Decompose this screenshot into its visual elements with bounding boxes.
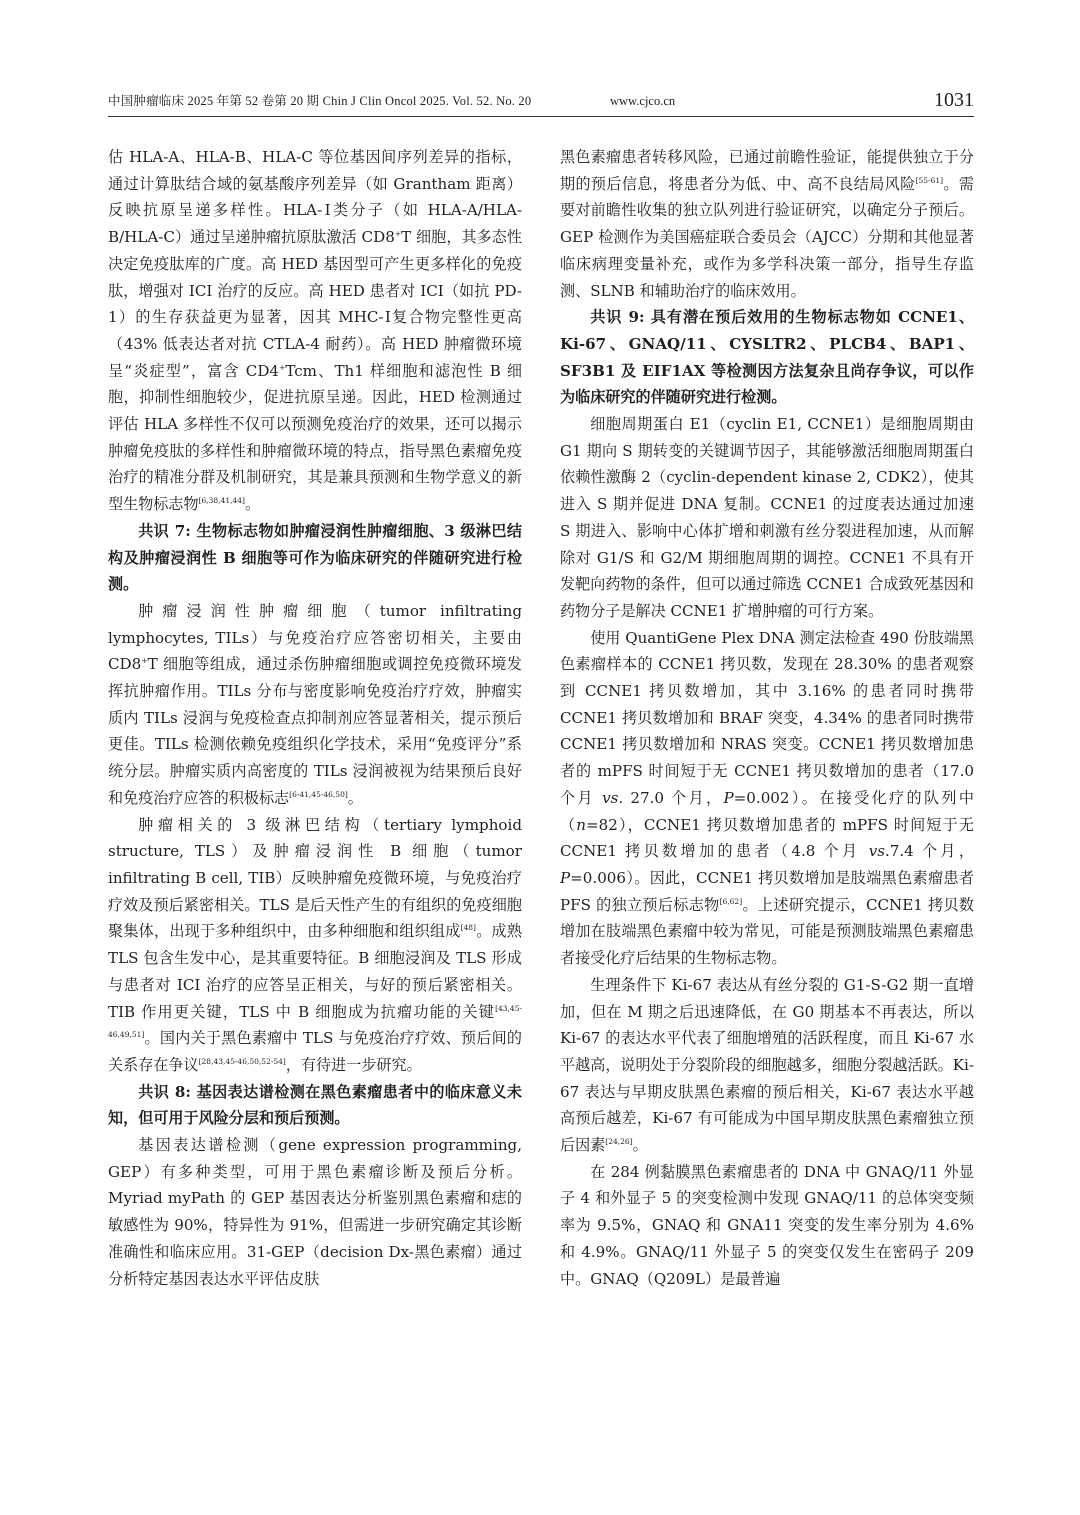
citation-ref[interactable]: [24,26] — [605, 1137, 633, 1147]
paragraph-tils: 肿瘤浸润性肿瘤细胞（tumor infiltrating lymphocytes, TILs）与免疫治疗应答密切相关，主要由 CD8+T 细胞等组成，通过杀伤肿瘤细胞或调控免疫微环境发挥抗肿瘤作用。TILs 分布与密度影响免疫治疗疗效，肿瘤实质内 TILs 浸润与免疫检查点抑制剂应答显著相关，提示预后更佳。TILs 检测依赖免疫组织化学技术，采用“免疫评分”系统分层。肿瘤实质内高密度的 TILs 浸润被视为结果预后良好和免疫治疗应答的积极标志[6-41,45-46,50]。 — [108, 601, 522, 807]
journal-citation: 中国肿瘤临床 2025 年第 52 卷第 20 期 Chin J Clin Oncol 2025. Vol. 52. No. 20 — [108, 94, 532, 108]
paragraph-ki67: 生理条件下 Ki-67 表达从有丝分裂的 G1-S-G2 期一直增加，但在 M 期之后迅速降低，在 G0 期基本不再表达，所以 Ki-67 的表达水平代表了细胞增殖的活跃程度，而且 Ki-67 水平越高，说明处于分裂阶段的细胞越多，细胞分裂越活跃。Ki-67 表达与早期皮肤黑色素瘤的预后相关，Ki-67 表达水平越高预后越差，Ki-67 有可能成为中国早期皮肤黑色素瘤独立预后因素[24,26]。 — [560, 975, 974, 1155]
paragraph-tls: 肿瘤相关的 3 级淋巴结构（tertiary lymphoid structure, TLS）及肿瘤浸润性 B 细胞（tumor infiltrating B cell, TIB）反映肿瘤免疫微环境，与免疫治疗疗效及预后紧密相关。TLS 是后天性产生的有组织的免疫细胞聚集体，出现于多种组织中，由多种细胞和组织组成[48]。成熟 TLS 包含生发中心，是其重要特征。B 细胞浸润及 TLS 形成与患者对 ICI 治疗的应答呈正相关，与好的预后紧密相关。TIB 作用更关键，TLS 中 B 细胞成为抗瘤功能的关键[43,45-46,49,51]。国内关于黑色素瘤中 TLS 与免疫治疗疗效、预后间的关系存在争议[28,43,45-46,50,52-54]，有待进一步研究。 — [108, 815, 522, 1074]
paragraph-gep: 基因表达谱检测（gene expression programming, GEP）有多种类型，可用于黑色素瘤诊断及预后分析。Myriad myPath 的 GEP 基因表达分析鉴别黑色素瘤和痣的敏感性为 90%，特异性为 91%，但需进一步研究确定其诊断准确性和临床应用。31-GEP（decision Dx-黑色素瘤）通过分析特定基因表达水平评估皮肤 — [108, 1136, 522, 1288]
page-number: 1031 — [934, 89, 974, 111]
paragraph-hed: 估 HLA-A、HLA-B、HLA-C 等位基因间序列差异的指标，通过计算肽结合域的氨基酸序列差异（如 Grantham 距离）反映抗原呈递多样性。HLA-Ⅰ类分子（如 HLA-A/HLA-B/HLA-C）通过呈递肿瘤抗原肽激活 CD8+T 细胞，其多态性决定免疫肽库的广度。高 HED 基因型可产生更多样化的免疫肽，增强对 ICI 治疗的反应。高 HED 患者对 ICI（如抗 PD-1）的生存获益更为显著，因其 MHC-Ⅰ复合物完整性更高（43% 低表达者对抗 CTLA-4 耐药）。高 HED 肿瘤微环境呈“炎症型”，富含 CD4+Tcm、Th1 样细胞和滤泡性 B 细胞，抑制性细胞较少，促进抗原呈递。因此，HED 检测通过评估 HLA 多样性不仅可以预测免疫治疗的效果，还可以揭示肿瘤免疫肽的多样性和肿瘤微环境的特点，指导黑色素瘤免疫治疗的精准分群及机制研究，其是兼具预测和生物学意义的新型生物标志物[6,38,41,44]。 — [108, 148, 522, 514]
paragraph-gnaq: 在 284 例黏膜黑色素瘤患者的 DNA 中 GNAQ/11 外显子 4 和外显子 5 的突变检测中发现 GNAQ/11 的总体突变频率为 9.5%，GNAQ 和 GNA11 突变的发生率分别为 4.6% 和 4.9%。GNAQ/11 外显子 5 的突变仅发生在密码子 209 中。GNAQ（Q209L）是最普遍 — [560, 1162, 974, 1288]
citation-ref[interactable]: [6-41,45-46,50] — [289, 789, 348, 799]
citation-ref[interactable]: [43,45-46,49,51] — [108, 1003, 522, 1040]
paragraph-ccne1: 细胞周期蛋白 E1（cyclin E1, CCNE1）是细胞周期由 G1 期向 S 期转变的关键调节因子，其能够激活细胞周期蛋白依赖性激酶 2（cyclin-dependent kinase 2, CDK2），使其进入 S 期并促进 DNA 复制。CCNE1 的过度表达通过加速 S 期进入、影响中心体扩增和刺激有丝分裂进程加速，从而解除对 G1/S 和 G2/M 期细胞周期的调控。CCNE1 不具有开发靶向药物的条件，但可以通过筛选 CCNE1 合成致死基因和药物分子是解决 CCNE1 扩增肿瘤的可行方案。 — [560, 415, 974, 620]
paragraph-ccne1-study: 使用 QuantiGene Plex DNA 测定法检查 490 份肢端黑色素瘤样本的 CCNE1 拷贝数，发现在 28.30% 的患者观察到 CCNE1 拷贝数增加，其中 3.16% 的患者同时携带 CCNE1 拷贝数增加和 BRAF 突变，4.34% 的患者同时携带 CCNE1 拷贝数增加和 NRAS 突变。CCNE1 拷贝数增加患者的 mPFS 时间短于无 CCNE1 拷贝数增加的患者（17.0 个月 vs. 27.0 个月，P=0.002）。在接受化疗的队列中（n=82），CCNE1 拷贝数增加患者的 mPFS 时间短于无 CCNE1 拷贝数增加的患者（4.8 个月 vs.7.4 个月，P=0.006）。因此，CCNE1 拷贝数增加是肢端黑色素瘤患者 PFS 的独立预后标志物[6,62]。上述研究提示，CCNE1 拷贝数增加在肢端黑色素瘤中较为常见，可能是预测肢端黑色素瘤患者接受化疗后结果的生物标志物。 — [560, 628, 974, 968]
citation-ref[interactable]: [6,62] — [719, 896, 743, 906]
consensus-8-heading: 共识 8: 基因表达谱检测在黑色素瘤患者中的临床意义未知，但可用于风险分层和预后预测。 — [108, 1082, 522, 1128]
running-header — [108, 88, 974, 117]
right-column — [560, 144, 974, 1292]
citation-ref[interactable]: [48] — [460, 923, 476, 933]
paragraph-gep-cont: 黑色素瘤患者转移风险，已通过前瞻性验证，能提供独立于分期的预后信息，将患者分为低、中、高不良结局风险[55-61]。需要对前瞻性收集的独立队列进行验证研究，以确定分子预后。GEP 检测作为美国癌症联合委员会（AJCC）分期和其他显著临床病理变量补充，或作为多学科决策一部分，指导生存监测、SLNB 和辅助治疗的临床效用。 — [560, 148, 974, 300]
citation-ref[interactable]: [28,43,45-46,50,52-54] — [198, 1056, 286, 1066]
consensus-7-heading: 共识 7: 生物标志物如肿瘤浸润性肿瘤细胞、3 级淋巴结构及肿瘤浸润性 B 细胞等可作为临床研究的伴随研究进行检测。 — [108, 521, 522, 594]
journal-website[interactable]: www.cjco.cn — [610, 94, 676, 108]
citation-ref[interactable]: [55-61] — [915, 175, 944, 185]
consensus-9-heading: 共识 9: 具有潜在预后效用的生物标志物如 CCNE1、Ki-67、GNAQ/11、CYSLTR2、PLCB4、BAP1、SF3B1 及 EIF1AX 等检测因方法复杂且尚存争议，可以作为临床研究的伴随研究进行检测。 — [560, 308, 974, 407]
citation-ref[interactable]: [6,38,41,44] — [198, 496, 245, 506]
left-column — [108, 144, 522, 1292]
